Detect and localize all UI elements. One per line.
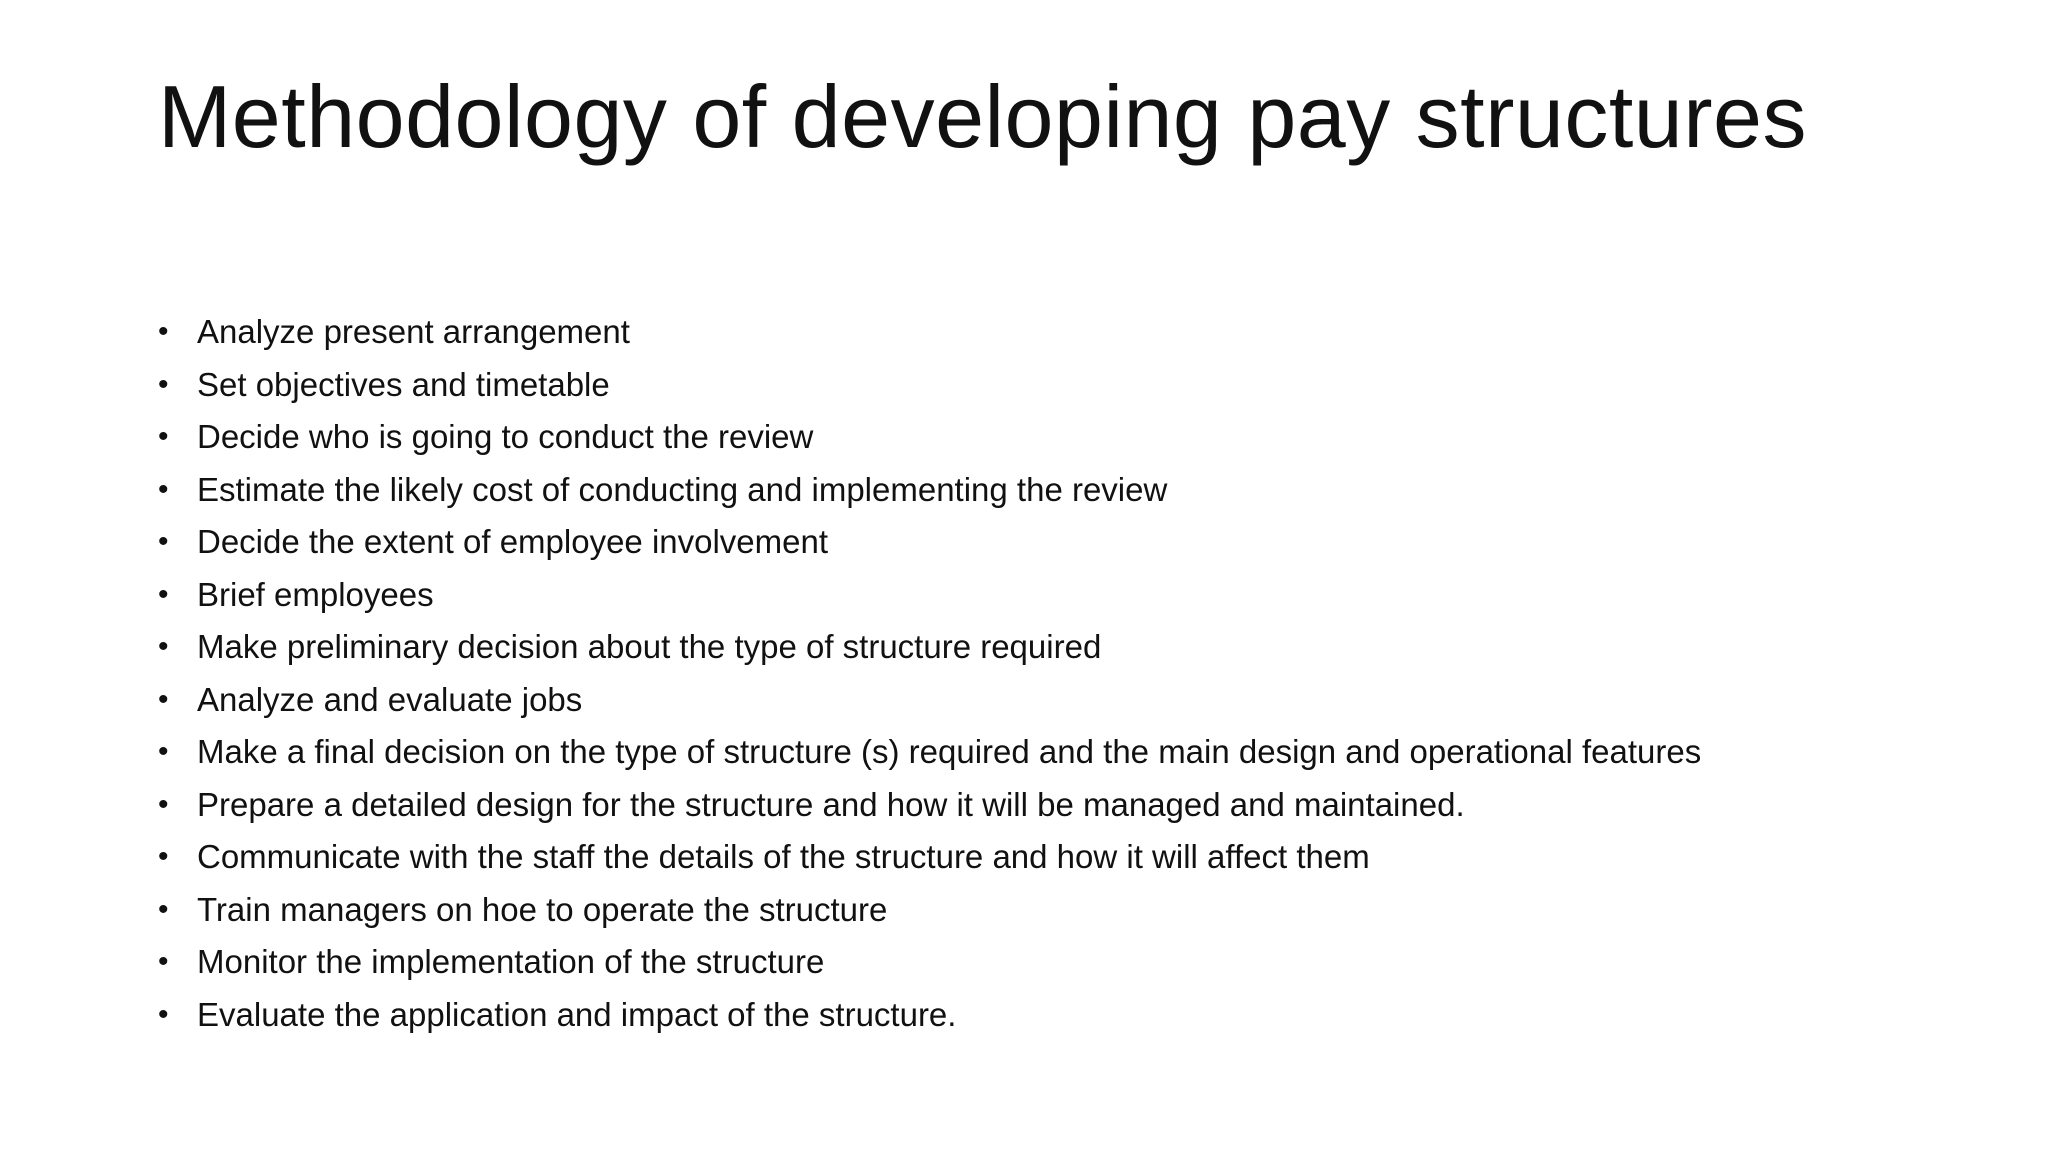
slide-title: Methodology of developing pay structures bbox=[158, 67, 1807, 166]
bullet-text: Analyze and evaluate jobs bbox=[197, 680, 583, 718]
list-item bbox=[158, 569, 1701, 622]
bullet-icon: • bbox=[158, 787, 169, 821]
list-item bbox=[158, 989, 1701, 1042]
bullet-icon: • bbox=[158, 997, 169, 1031]
list-item bbox=[158, 621, 1701, 674]
bullet-text: Monitor the implementation of the structure bbox=[197, 943, 825, 980]
list-item bbox=[158, 359, 1701, 412]
list-item bbox=[158, 411, 1701, 464]
bullet-icon: • bbox=[158, 367, 169, 401]
bullet-text: Communicate with the staff the details of the structure and how it will affect them bbox=[197, 838, 1370, 875]
bullet-icon: • bbox=[158, 945, 169, 978]
bullet-text: Decide who is going to conduct the review bbox=[197, 418, 814, 455]
list-item bbox=[158, 779, 1701, 832]
bullet-icon: • bbox=[158, 840, 169, 873]
list-item bbox=[158, 726, 1701, 779]
bullet-icon: • bbox=[158, 735, 169, 768]
bullet-icon: • bbox=[158, 525, 169, 558]
list-item bbox=[158, 306, 1701, 359]
bullet-text: Train managers on hoe to operate the structure bbox=[197, 890, 888, 928]
bullet-text: Decide the extent of employee involvement bbox=[197, 523, 829, 560]
list-item bbox=[158, 464, 1701, 517]
list-item bbox=[158, 884, 1701, 937]
bullet-icon: • bbox=[158, 472, 169, 506]
bullet-text: Analyze present arrangement bbox=[197, 313, 630, 350]
list-item bbox=[158, 936, 1701, 989]
list-item bbox=[158, 674, 1701, 727]
bullet-icon: • bbox=[158, 892, 169, 926]
bullet-text: Brief employees bbox=[197, 575, 434, 613]
bullet-icon: • bbox=[158, 315, 169, 348]
bullet-text: Evaluate the application and impact of the structure. bbox=[197, 995, 957, 1033]
bullet-icon: • bbox=[158, 630, 169, 663]
list-item bbox=[158, 831, 1701, 884]
bullet-text: Make preliminary decision about the type of structure required bbox=[197, 628, 1102, 665]
bullet-text: Prepare a detailed design for the structure and how it will be managed and maintained. bbox=[197, 785, 1465, 823]
bullet-text: Estimate the likely cost of conducting and implementing the review bbox=[197, 470, 1168, 508]
bullet-text: Make a final decision on the type of structure (s) required and the main design and operational features bbox=[197, 733, 1702, 770]
list-item bbox=[158, 516, 1701, 569]
bullet-list bbox=[158, 306, 1701, 1041]
bullet-icon: • bbox=[158, 577, 169, 611]
bullet-icon: • bbox=[158, 682, 169, 716]
bullet-text: Set objectives and timetable bbox=[197, 365, 610, 403]
bullet-icon: • bbox=[158, 420, 169, 453]
